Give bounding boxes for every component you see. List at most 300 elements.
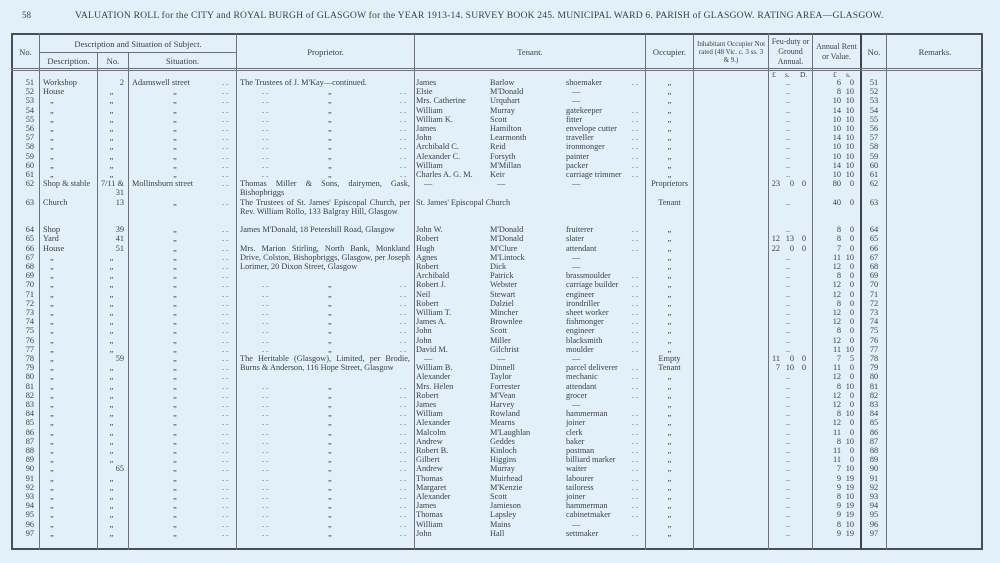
street-number: „ — [109, 170, 114, 179]
situation: „ — [173, 96, 177, 106]
annual-rent-shillings: 19 — [845, 473, 854, 483]
entry-number-right: 52 — [869, 87, 879, 97]
leader-dots: . . — [632, 455, 639, 465]
annual-rent-shillings: 10 — [845, 96, 854, 106]
leader-dots: . . — [400, 409, 407, 419]
proprietor-ditto: „ — [328, 96, 332, 106]
description: „ — [50, 400, 54, 409]
tenant-first-name: Archibald C. — [416, 142, 459, 152]
situation: „ — [173, 363, 177, 373]
entry-number-right: 86 — [869, 427, 879, 437]
feu-duty-pounds: 12 — [771, 234, 780, 244]
street-number: „ — [109, 455, 114, 465]
leader-dots: . . — [222, 381, 229, 391]
tenant-occupation: — — [572, 519, 581, 529]
street-number: „ — [109, 482, 114, 492]
annual-rent-shillings: 0 — [849, 234, 854, 244]
feu-duty-empty: .. — [786, 326, 791, 336]
feu-duty-empty: .. — [786, 96, 791, 106]
tenant-surname: Murray — [490, 464, 515, 474]
description: „ — [50, 381, 54, 391]
tenant-occupation: slater — [566, 234, 584, 244]
situation: „ — [173, 298, 177, 308]
entry-number-right: 54 — [869, 105, 879, 115]
leader-dots: . . — [400, 473, 407, 483]
tenant-occupation: waiter — [566, 464, 587, 474]
annual-rent-shillings: 0 — [849, 298, 854, 308]
tenant-first-name: Mrs. Helen — [416, 381, 454, 391]
annual-rent-pounds: 7 — [836, 354, 841, 363]
annual-rent-pounds: 7 — [836, 464, 841, 474]
annual-rent-pounds: 8 — [836, 271, 841, 281]
proprietor-ditto: „ — [328, 317, 332, 327]
annual-rent-shillings: 0 — [849, 372, 854, 382]
entry-number-right: 81 — [869, 381, 879, 391]
leader-dots: . . — [222, 436, 229, 446]
entry-number: 57 — [25, 133, 34, 143]
situation: „ — [173, 151, 177, 161]
leader-dots: . . — [222, 427, 229, 437]
tenant-first-name: David M. — [416, 344, 448, 354]
description: „ — [50, 436, 54, 446]
annual-rent-pounds: 10 — [832, 96, 841, 106]
annual-rent-pounds: 9 — [836, 501, 841, 511]
tenant-occupation: moulder — [566, 344, 594, 354]
situation: „ — [173, 114, 177, 124]
entry-number-right: 75 — [869, 326, 879, 336]
annual-rent-pounds: 9 — [836, 510, 841, 520]
leader-dots: . . — [400, 510, 407, 520]
street-number: „ — [109, 510, 114, 520]
table-row — [0, 115, 1000, 124]
entry-number-right: 87 — [869, 436, 879, 446]
leader-dots: . . — [400, 298, 407, 308]
leader-dots: . . — [400, 151, 407, 161]
table-row — [0, 520, 1000, 529]
table-row — [0, 492, 1000, 501]
leader-dots: . . — [222, 262, 229, 271]
feu-unit-pence: D. — [800, 70, 808, 79]
table-row — [0, 170, 1000, 179]
feu-duty-empty: .. — [786, 317, 791, 327]
page-number: 58 — [22, 10, 31, 20]
feu-duty-empty: .. — [786, 78, 791, 87]
leader-dots: . . — [262, 317, 269, 327]
tenant-occupation: hammerman — [566, 501, 608, 511]
situation: „ — [173, 326, 177, 336]
tenant-surname: Dalziel — [490, 298, 514, 308]
leader-dots: . . — [222, 271, 229, 281]
entry-number: 77 — [25, 344, 34, 354]
proprietor: James M'Donald, 18 Petershill Road, Glasgow — [240, 225, 395, 235]
feu-duty-pence: 0 — [801, 243, 806, 253]
tenant-first-name: Thomas — [416, 473, 443, 483]
tenant-surname: Dinnell — [490, 363, 515, 373]
occupier: „ — [667, 170, 672, 179]
proprietor: Thomas Miller & Sons, dairymen, Gask, Bishopbriggs — [240, 179, 410, 198]
description: Yard — [43, 234, 59, 244]
tenant-surname: Dick — [490, 262, 507, 271]
leader-dots: . . — [262, 528, 269, 538]
description: „ — [50, 464, 54, 474]
tenant-occupation: grocer — [566, 390, 588, 400]
street-number: „ — [109, 151, 114, 161]
description: „ — [50, 280, 54, 290]
entry-number: 67 — [25, 252, 34, 262]
tenant-occupation: fishmonger — [566, 317, 604, 327]
tenant-occupation: mechanic — [566, 372, 598, 382]
table-row — [0, 400, 1000, 409]
tenant-surname: M'Donald — [490, 87, 524, 97]
table-row — [0, 299, 1000, 308]
description: „ — [50, 335, 54, 345]
tenant-surname: M'Laughlan — [490, 427, 531, 437]
tenant-surname: Scott — [490, 326, 508, 336]
street-number: „ — [109, 87, 114, 97]
annual-rent-shillings: 0 — [849, 179, 854, 189]
tenant-first-name: Robert — [416, 234, 439, 244]
feu-duty-empty: .. — [786, 390, 791, 400]
leader-dots: . . — [400, 446, 407, 455]
street-number: 51 — [115, 243, 124, 253]
leader-dots: . . — [632, 436, 639, 446]
tenant-first-name: William — [416, 519, 443, 529]
feu-duty-pence: 0 — [801, 354, 806, 363]
entry-number-right: 89 — [869, 455, 879, 465]
annual-rent-shillings: 0 — [849, 446, 854, 455]
situation: „ — [173, 501, 177, 511]
entry-number: 95 — [25, 510, 34, 520]
proprietor-ditto: „ — [328, 308, 332, 317]
street-number: „ — [109, 271, 114, 281]
street-number: „ — [109, 446, 114, 455]
entry-number: 86 — [25, 427, 34, 437]
annual-rent-pounds: 8 — [836, 326, 841, 336]
header-street-no: No. — [106, 55, 120, 66]
tenant-occupation: cabinetmaker — [566, 510, 611, 520]
table-row — [0, 280, 1000, 289]
tenant-first-name: James — [416, 400, 437, 409]
entry-number: 69 — [25, 271, 34, 281]
tenant-first-name: Robert J. — [416, 280, 446, 290]
tenant-occupation: irondriller — [566, 298, 600, 308]
feu-duty-empty: .. — [786, 492, 791, 501]
entry-number-right: 58 — [869, 142, 879, 152]
leader-dots: . . — [400, 418, 407, 428]
occupier: „ — [667, 225, 672, 235]
leader-dots: . . — [222, 492, 229, 501]
feu-duty-empty: .. — [786, 262, 791, 271]
proprietor-ditto: „ — [328, 482, 332, 492]
feu-duty-empty: .. — [786, 170, 791, 179]
feu-duty-shillings: 0 — [789, 354, 794, 363]
tenant-first-name: James — [416, 124, 437, 133]
annual-rent-pounds: 8 — [836, 409, 841, 419]
leader-dots: . . — [262, 390, 269, 400]
tenant-first-name: Andrew — [416, 436, 443, 446]
annual-rent-pounds: 12 — [832, 317, 841, 327]
entry-number: 71 — [25, 289, 34, 299]
entry-number: 58 — [25, 142, 34, 152]
leader-dots: . . — [632, 326, 639, 336]
annual-rent-shillings: 0 — [849, 335, 854, 345]
tenant-first-name: Hugh — [416, 243, 435, 253]
table-row — [0, 96, 1000, 105]
occupier: „ — [667, 234, 672, 244]
tenant-occupation: gatekeeper — [566, 105, 602, 115]
description: „ — [50, 418, 54, 428]
proprietor-ditto: „ — [328, 170, 332, 179]
entry-number-right: 91 — [869, 473, 879, 483]
occupier: „ — [667, 317, 672, 327]
occupier: „ — [667, 326, 672, 336]
tenant-surname: Keir — [490, 170, 505, 179]
entry-number: 63 — [25, 197, 34, 207]
feu-duty-empty: .. — [786, 473, 791, 483]
description: House — [43, 87, 65, 97]
description: „ — [50, 317, 54, 327]
entry-number: 64 — [25, 225, 34, 235]
tenant-occupation: carriage builder — [566, 280, 619, 290]
proprietor-ditto: „ — [328, 114, 332, 124]
leader-dots: . . — [632, 308, 639, 317]
header-occupier: Occupier. — [652, 46, 687, 57]
occupier: „ — [667, 390, 672, 400]
street-number: „ — [109, 473, 114, 483]
entry-number-right: 65 — [869, 234, 879, 244]
entry-number-right: 74 — [869, 317, 879, 327]
feu-duty-empty: .. — [786, 298, 791, 308]
description: „ — [50, 105, 54, 115]
entry-number: 83 — [25, 400, 34, 409]
tenant-occupation: fitter — [566, 114, 583, 124]
tenant-occupation: attendant — [566, 381, 597, 391]
table-row — [0, 382, 1000, 391]
page-title: VALUATION ROLL for the CITY and ROYAL BURGH of GLASGOW for the YEAR 1913-14. SURVEY BOOK 245. MUNICIPAL WARD 6. PARISH of GLASGOW. RATING AREA—GLASGOW. — [75, 10, 884, 21]
occupier: „ — [667, 142, 672, 152]
leader-dots: . . — [632, 317, 639, 327]
entry-number: 66 — [25, 243, 34, 253]
header-no-right: No. — [867, 46, 881, 57]
annual-rent-shillings: 0 — [849, 326, 854, 336]
annual-rent-shillings: 19 — [845, 501, 854, 511]
proprietor-ditto: „ — [328, 142, 332, 152]
tenant-surname: Webster — [490, 280, 517, 290]
entry-number-right: 69 — [869, 271, 879, 281]
description: Shop & stable — [43, 179, 91, 189]
feu-duty-empty: .. — [786, 225, 791, 235]
annual-rent-shillings: 10 — [845, 133, 854, 143]
tenant-occupation: joiner — [566, 492, 586, 501]
tenant-first-name: Robert — [416, 298, 439, 308]
leader-dots: . . — [222, 308, 229, 317]
table-row — [0, 326, 1000, 335]
occupier: Proprietors — [651, 179, 688, 189]
annual-rent-pounds: 8 — [836, 492, 841, 501]
leader-dots: . . — [262, 160, 269, 170]
leader-dots: . . — [222, 519, 229, 529]
description: „ — [50, 446, 54, 455]
entry-number-right: 82 — [869, 390, 879, 400]
occupier: „ — [667, 252, 672, 262]
occupier: „ — [667, 501, 672, 511]
occupier: „ — [667, 262, 672, 271]
leader-dots: . . — [632, 151, 639, 161]
annual-rent-shillings: 10 — [845, 436, 854, 446]
occupier: Tenant — [658, 197, 681, 207]
annual-rent-shillings: 0 — [849, 308, 854, 317]
leader-dots: . . — [632, 289, 639, 299]
tenant-occupation: painter — [566, 151, 590, 161]
leader-dots: . . — [632, 133, 639, 143]
leader-dots: . . — [222, 133, 229, 143]
tenant-occupation: blacksmith — [566, 335, 603, 345]
leader-dots: . . — [222, 326, 229, 336]
entry-number-right: 97 — [869, 528, 879, 538]
occupier: „ — [667, 400, 672, 409]
annual-rent-pounds: 9 — [836, 473, 841, 483]
leader-dots: . . — [632, 473, 639, 483]
entry-number: 78 — [25, 354, 34, 363]
street-number: „ — [109, 96, 114, 106]
street-number: „ — [109, 105, 114, 115]
entry-number-right: 83 — [869, 400, 879, 409]
feu-duty-empty: .. — [786, 344, 791, 354]
proprietor-ditto: „ — [328, 446, 332, 455]
street-number: „ — [109, 308, 114, 317]
entry-number-right: 73 — [869, 308, 879, 317]
tenant-first-name: — — [424, 354, 433, 363]
feu-duty-empty: .. — [786, 335, 791, 345]
street-number: „ — [109, 317, 114, 327]
description: Shop — [43, 225, 61, 235]
proprietor-ditto: „ — [328, 87, 332, 97]
situation: „ — [173, 262, 177, 271]
occupier: Empty — [658, 354, 681, 363]
leader-dots: . . — [262, 427, 269, 437]
annual-rent-pounds: 8 — [836, 225, 841, 235]
annual-rent-shillings: 0 — [849, 363, 854, 373]
occupier: „ — [667, 464, 672, 474]
table-row — [0, 464, 1000, 473]
entry-number-right: 59 — [869, 151, 879, 161]
occupier: „ — [667, 473, 672, 483]
proprietor-ditto: „ — [328, 519, 332, 529]
annual-rent-shillings: 0 — [849, 225, 854, 235]
feu-duty-empty: .. — [786, 455, 791, 465]
leader-dots: . . — [400, 335, 407, 345]
entry-number-right: 51 — [869, 78, 879, 87]
tenant-occupation: — — [572, 400, 581, 409]
table-row — [0, 474, 1000, 483]
occupier: „ — [667, 114, 672, 124]
table-row — [0, 133, 1000, 142]
street-number: „ — [109, 528, 114, 538]
feu-duty-empty: .. — [786, 510, 791, 520]
entry-number-right: 61 — [869, 170, 879, 179]
tenant-surname: Muirhead — [490, 473, 523, 483]
tenant-surname: M'Vean — [490, 390, 516, 400]
leader-dots: . . — [222, 390, 229, 400]
leader-dots: . . — [400, 400, 407, 409]
tenant-occupation: packer — [566, 160, 589, 170]
table-row — [0, 152, 1000, 161]
annual-rent-shillings: 0 — [849, 317, 854, 327]
entry-number: 89 — [25, 455, 34, 465]
leader-dots: . . — [262, 308, 269, 317]
tenant-occupation: parcel deliverer — [566, 363, 618, 373]
entry-number-right: 60 — [869, 160, 879, 170]
tenant-surname: Forsyth — [490, 151, 516, 161]
annual-rent-pounds: 12 — [832, 280, 841, 290]
entry-number-right: 71 — [869, 289, 879, 299]
tenant-occupation: sheet worker — [566, 308, 609, 317]
feu-duty-empty: .. — [786, 280, 791, 290]
tenant-first-name: Alexander — [416, 418, 451, 428]
description: „ — [50, 427, 54, 437]
situation: „ — [173, 510, 177, 520]
tenant-surname: — — [497, 179, 506, 189]
street-number: „ — [109, 409, 114, 419]
annual-rent-shillings: 19 — [845, 482, 854, 492]
tenant-surname: Barlow — [490, 78, 515, 87]
header-description: Description. — [47, 55, 90, 66]
annual-rent-shillings: 0 — [849, 78, 854, 87]
leader-dots: . . — [400, 87, 407, 97]
situation: „ — [173, 308, 177, 317]
annual-rent-pounds: 80 — [832, 179, 841, 189]
tenant-surname: Miller — [490, 335, 511, 345]
description: „ — [50, 519, 54, 529]
tenant-occupation: — — [572, 252, 581, 262]
occupier: „ — [667, 96, 672, 106]
feu-duty-empty: .. — [786, 308, 791, 317]
annual-rent-shillings: 0 — [849, 418, 854, 428]
description: „ — [50, 326, 54, 336]
annual-rent-pounds: 8 — [836, 436, 841, 446]
street-number: „ — [109, 400, 114, 409]
leader-dots: . . — [262, 326, 269, 336]
leader-dots: . . — [222, 473, 229, 483]
entry-number: 92 — [25, 482, 34, 492]
tenant-first-name: Margaret — [416, 482, 447, 492]
leader-dots: . . — [400, 280, 407, 290]
leader-dots: . . — [222, 510, 229, 520]
leader-dots: . . — [632, 234, 639, 244]
annual-rent-pounds: 7 — [836, 243, 841, 253]
entry-number: 76 — [25, 335, 34, 345]
situation: „ — [173, 372, 177, 382]
leader-dots: . . — [262, 133, 269, 143]
annual-rent-pounds: 12 — [832, 308, 841, 317]
leader-dots: . . — [632, 363, 639, 373]
leader-dots: . . — [222, 225, 229, 235]
tenant-first-name: Alexander C. — [416, 151, 461, 161]
description: House — [43, 243, 65, 253]
tenant-occupation: — — [572, 262, 581, 271]
occupier: „ — [667, 289, 672, 299]
leader-dots: . . — [262, 418, 269, 428]
annual-rent-pounds: 8 — [836, 87, 841, 97]
feu-duty-empty: .. — [786, 501, 791, 511]
description: „ — [50, 114, 54, 124]
feu-duty-empty: .. — [786, 133, 791, 143]
situation: „ — [173, 390, 177, 400]
annual-rent-shillings: 10 — [845, 170, 854, 179]
annual-rent-shillings: 19 — [845, 528, 854, 538]
feu-duty-empty: .. — [786, 482, 791, 492]
leader-dots: . . — [632, 409, 639, 419]
